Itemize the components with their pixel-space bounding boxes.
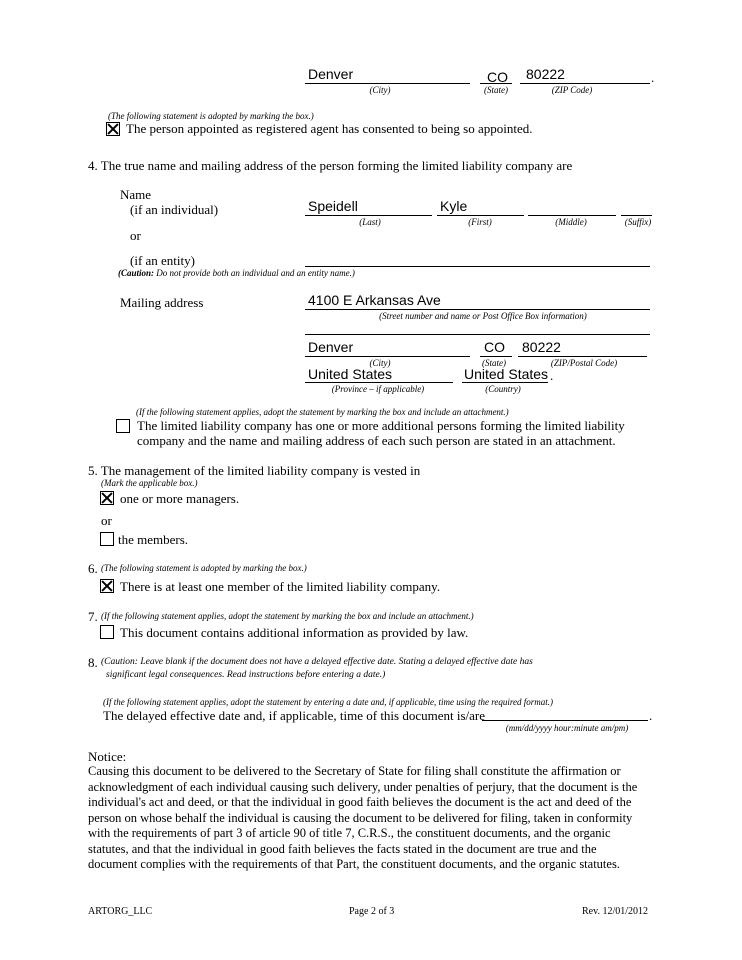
section8-caution-1: (Caution: Leave blank if the document does not have a delayed effective date. Stating a delayed effective date has <box>101 657 533 667</box>
section7-text: This document contains additional information as provided by law. <box>120 625 469 640</box>
individual-label: (if an individual) <box>130 202 219 217</box>
province-caption: (Province – if applicable) <box>331 384 425 394</box>
agent-state-caption: (State) <box>484 85 508 95</box>
first-name-value: Kyle <box>440 198 468 214</box>
notice-line: Causing this document to be delivered to the Secretary of State for filing shall constitute the affirmation or <box>88 764 621 778</box>
section8-caution-2: significant legal consequences. Read instructions before entering a date.) <box>106 670 386 680</box>
notice-title: Notice: <box>88 749 127 764</box>
name-label: Name <box>120 187 152 202</box>
first-name-line <box>437 215 524 216</box>
section7-note: (If the following statement applies, adopt the statement by marking the box and include an attachment.) <box>101 611 474 621</box>
section4-heading: 4. The true name and mailing address of the person forming the limited liability company are <box>88 158 573 173</box>
agent-period: . <box>651 70 655 85</box>
suffix-line <box>621 215 652 216</box>
additional-info-checkbox[interactable] <box>100 625 114 639</box>
additional-persons-checkbox[interactable] <box>116 419 130 433</box>
agent-state-line <box>480 83 512 84</box>
country-line <box>462 382 548 383</box>
city-value: Denver <box>308 339 354 355</box>
street-line <box>305 309 650 310</box>
notice-line: statutes, and that the individual in good faith believes the facts stated in the document are true and the <box>88 841 597 856</box>
effective-date-format: (mm/dd/yyyy hour:minute am/pm) <box>505 723 629 733</box>
street-caption: (Street number and name or Post Office Box information) <box>379 311 587 321</box>
section5-or: or <box>101 513 112 528</box>
section8-period: . <box>649 708 653 723</box>
agent-city-value: Denver <box>308 66 354 82</box>
last-name-value: Speidell <box>308 198 358 214</box>
agent-city-line <box>305 83 470 84</box>
or-label: or <box>130 228 141 243</box>
section6-number: 6. <box>88 561 98 576</box>
middle-caption: (Middle) <box>555 217 587 227</box>
zip-line <box>518 356 647 357</box>
footer-revision: Rev. 12/01/2012 <box>582 906 649 917</box>
zip-value: 80222 <box>522 339 561 355</box>
consent-checkbox[interactable] <box>106 122 120 136</box>
country-period: . <box>550 368 554 383</box>
country-caption: (Country) <box>485 384 521 394</box>
member-checkbox[interactable] <box>100 579 114 593</box>
suffix-caption: (Suffix) <box>624 217 652 227</box>
agent-city-caption: (City) <box>369 85 391 95</box>
mailing-label: Mailing address <box>120 295 204 310</box>
effective-date-line[interactable] <box>482 720 648 721</box>
city-caption: (City) <box>369 358 391 368</box>
state-value: CO <box>484 339 505 355</box>
section8-note: (If the following statement applies, adopt the statement by entering a date and, if applicable, time using the required format.) <box>103 697 554 707</box>
entity-label: (if an entity) <box>130 253 195 268</box>
section7-number: 7. <box>88 609 98 624</box>
state-caption: (State) <box>482 358 506 368</box>
footer-page-number: Page 2 of 3 <box>349 906 395 917</box>
entity-line <box>305 266 650 267</box>
first-caption: (First) <box>468 217 492 227</box>
province-line <box>305 382 453 383</box>
members-label: the members. <box>118 532 189 547</box>
agent-zip-line <box>520 83 650 84</box>
street-value: 4100 E Arkansas Ave <box>308 292 441 308</box>
attach-text-1: The limited liability company has one or more additional persons forming the limited liability <box>137 418 625 433</box>
zip-caption: (ZIP/Postal Code) <box>550 358 618 368</box>
section8-number: 8. <box>88 655 98 670</box>
last-name-line <box>305 215 432 216</box>
state-line <box>480 356 512 357</box>
caution-label: (Caution: Do not provide both an individual and an entity name.) <box>118 268 355 278</box>
country-value: United States <box>464 366 549 382</box>
notice-line: with the requirements of part 3 of article 90 of title 7, C.R.S., the constituent documents, and the organic <box>88 826 611 840</box>
footer-form-id: ARTORG_LLC <box>88 906 153 917</box>
members-checkbox[interactable] <box>100 532 114 546</box>
section6-note: (The following statement is adopted by marking the box.) <box>101 563 307 573</box>
middle-name-line <box>528 215 616 216</box>
consent-note: (The following statement is adopted by marking the box.) <box>108 111 314 121</box>
agent-zip-value: 80222 <box>526 66 565 82</box>
agent-state-value: CO <box>487 69 508 85</box>
section8-text: The delayed effective date and, if applicable, time of this document is/are <box>103 708 486 723</box>
notice-line: person on whose behalf the individual is causing the document to be delivered for filing, taken in conformity <box>88 810 633 825</box>
city-line <box>305 356 470 357</box>
attach-note: (If the following statement applies, adopt the statement by marking the box and include an attachment.) <box>136 407 509 417</box>
managers-checkbox[interactable] <box>100 491 114 505</box>
managers-label: one or more managers. <box>120 491 240 506</box>
notice-line: document complies with the requirements of that Part, the constituent documents, and the organic statutes. <box>88 857 620 871</box>
notice-line: individual's act and deed, or that the individual in good faith believes the document is the act and deed of the <box>88 795 632 809</box>
consent-text: The person appointed as registered agent has consented to being so appointed. <box>126 121 533 136</box>
province-value: United States <box>308 366 393 382</box>
street-line-2 <box>305 334 650 335</box>
notice-body <box>88 764 637 873</box>
section5-heading: 5. The management of the limited liability company is vested in <box>88 463 421 478</box>
agent-zip-caption: (ZIP Code) <box>551 85 593 95</box>
section5-note: (Mark the applicable box.) <box>101 478 198 488</box>
attach-text-2: company and the name and mailing address of each such person are stated in an attachment. <box>137 433 616 448</box>
last-caption: (Last) <box>359 217 381 227</box>
notice-line: acknowledgment of each individual causing such delivery, under penalties of perjury, that the document is the <box>88 779 638 794</box>
section6-text: There is at least one member of the limited liability company. <box>120 579 441 594</box>
